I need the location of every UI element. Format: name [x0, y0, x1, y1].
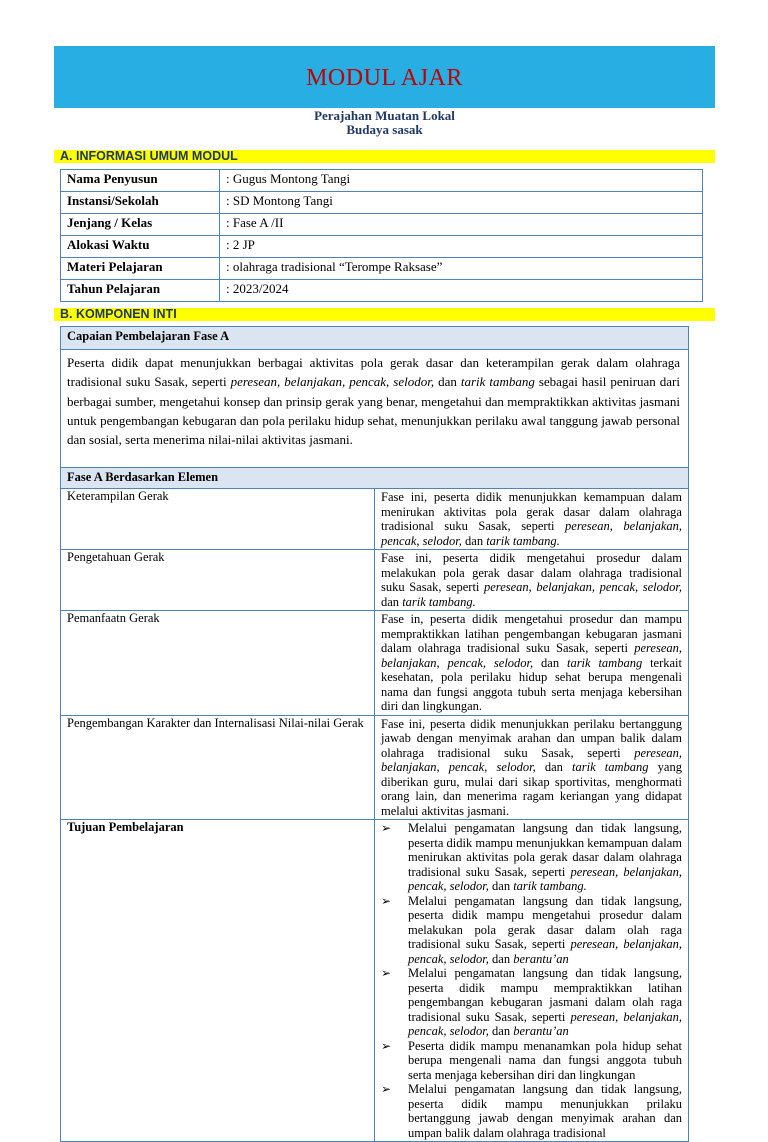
- elemen-description: Fase ini, peserta didik mengetahui prosedur dalam melakukan pola gerak dasar dalam olahraga tradisional suku Sasak, seperti peresean, belanjakan, pencak, selodor, dan tarik tambang.: [375, 550, 689, 611]
- info-value: : 2 JP: [220, 236, 703, 258]
- title-banner: [54, 46, 715, 108]
- info-label: Tahun Pelajaran: [61, 280, 220, 302]
- info-value: : SD Montong Tangi: [220, 192, 703, 214]
- elemen-row: [61, 715, 689, 820]
- tujuan-item: ➢ Melalui pengamatan langsung dan tidak langsung, peserta didik mampu menunjukkan prilaku bertanggung jawab dengan menyimak arahan dan umpan balik dalam olahraga tradisional: [381, 1082, 682, 1140]
- info-row: [61, 192, 703, 214]
- elemen-description: Fase ini, peserta didik menunjukkan perilaku bertanggung jawab dengan menyimak arahan dan umpan balik dalam olahraga tradisional suku Sasak, seperti peresean, belanjakan, pencak, selodor, dan tarik tambang yang diberikan guru, mulai dari sikap sportivitas, menghormati orang lain, dan menerima ragam keriangan yang didapat melalui aktivitas jasmani.: [375, 715, 689, 820]
- section-a-bar: [54, 150, 715, 163]
- elemen-row: [61, 489, 689, 550]
- arrow-bullet-icon: ➢: [381, 1082, 392, 1096]
- info-label: Instansi/Sekolah: [61, 192, 220, 214]
- info-row: [61, 280, 703, 302]
- section-b-bar: [54, 308, 715, 321]
- info-row: [61, 236, 703, 258]
- tujuan-item: ➢ Peserta didik mampu menanamkan pola hidup sehat berupa mengenali nama dan fungsi anggota tubuh serta menjaga kebersihan diri dan lingkungan: [381, 1038, 682, 1082]
- tujuan-item: ➢ Melalui pengamatan langsung dan tidak langsung, peserta didik mampu menunjukkan kemampuan dalam menirukan aktivitas pola gerak dasar dalam olahraga tradisional suku Sasak, seperti peresean, belanjakan, pencak, selodor, dan tarik tambang.: [381, 821, 682, 893]
- tujuan-label: Tujuan Pembelajaran: [61, 820, 375, 1142]
- arrow-bullet-icon: ➢: [381, 966, 392, 980]
- info-label: Alokasi Waktu: [61, 236, 220, 258]
- info-value: : Fase A /II: [220, 214, 703, 236]
- section-b-heading: B. KOMPONEN INTI: [60, 307, 177, 321]
- info-value: : olahraga tradisional “Terompe Raksase”: [220, 258, 703, 280]
- subtitle-line-2: Budaya sasak: [346, 122, 423, 137]
- info-row: [61, 214, 703, 236]
- elemen-label: Keterampilan Gerak: [61, 489, 375, 550]
- elemen-label: Pengetahuan Gerak: [61, 550, 375, 611]
- elemen-description: Fase ini, peserta didik menunjukkan kemampuan dalam menirukan aktivitas pola gerak dasar dalam olahraga tradisional suku Sasak, seperti peresean, belanjakan, pencak, selodor, dan tarik tambang.: [375, 489, 689, 550]
- elemen-label: Pengembangan Karakter dan Internalisasi Nilai-nilai Gerak: [61, 715, 375, 820]
- komponen-inti-table: [60, 326, 689, 1142]
- info-table: [60, 169, 703, 302]
- info-row: [61, 170, 703, 192]
- info-label: Materi Pelajaran: [61, 258, 220, 280]
- elemen-label: Pemanfaatn Gerak: [61, 611, 375, 716]
- tujuan-list: [381, 821, 682, 1140]
- tujuan-item: ➢ Melalui pengamatan langsung dan tidak langsung, peserta didik mampu mengetahui prosedur dalam melakukan pola gerak dasar dalam olah raga tradisional suku Sasak, seperti peresean, belanjakan, pencak, selodor, dan berantu’an: [381, 893, 682, 966]
- arrow-bullet-icon: ➢: [381, 821, 392, 835]
- subtitle-line-1: Perajahan Muatan Lokal: [314, 108, 455, 123]
- elemen-description: Fase in, peserta didik mengetahui prosedur dan mampu mempraktikkan latihan pengembangan kebugaran jasmani dalam olahraga tradisional suku Sasak, seperti peresean, belanjakan, pencak, selodor, dan tarik tambang terkait kesehatan, pola perilaku hidup sehat berupa mengenali nama dan fungsi anggota tubuh serta menjaga kebersihan diri dan lingkungan.: [375, 611, 689, 716]
- info-value: : 2023/2024: [220, 280, 703, 302]
- capaian-text: Peserta didik dapat menunjukkan berbagai aktivitas pola gerak dasar dan keterampilan gerak dalam olahraga tradisional suku Sasak, seperti peresean, belanjakan, pencak, selodor, dan tarik tambang sebagai hasil peniruan dari berbagai sumber, mengetahui konsep dan prinsip gerak yang benar, mengetahui dan mempraktikkan aktivitas jasmani untuk pengembangan kebugaran dan pola perilaku hidup sehat, menunjukkan perilaku awal tanggung jawab personal dan sosial, serta menerima nilai-nilai aktivitas jasmani.: [61, 350, 689, 468]
- page-title: MODUL AJAR: [306, 65, 463, 91]
- tujuan-cell: [375, 820, 689, 1142]
- elemen-row: [61, 611, 689, 716]
- info-label: Jenjang / Kelas: [61, 214, 220, 236]
- info-label: Nama Penyusun: [61, 170, 220, 192]
- arrow-bullet-icon: ➢: [381, 1038, 392, 1053]
- arrow-bullet-icon: ➢: [381, 893, 392, 908]
- tujuan-row: [61, 820, 689, 1142]
- info-value: : Gugus Montong Tangi: [220, 170, 703, 192]
- elemen-heading: Fase A Berdasarkan Elemen: [61, 468, 689, 489]
- elemen-row: [61, 550, 689, 611]
- section-a-heading: A. INFORMASI UMUM MODUL: [60, 149, 238, 163]
- info-row: [61, 258, 703, 280]
- capaian-heading: Capaian Pembelajaran Fase A: [61, 327, 689, 350]
- tujuan-item: ➢ Melalui pengamatan langsung dan tidak langsung, peserta didik mampu mempraktikkan latihan pengembangan kebugaran jasmani dalam olah raga tradisional suku Sasak, seperti peresean, belanjakan, pencak, selodor, dan berantu’an: [381, 966, 682, 1038]
